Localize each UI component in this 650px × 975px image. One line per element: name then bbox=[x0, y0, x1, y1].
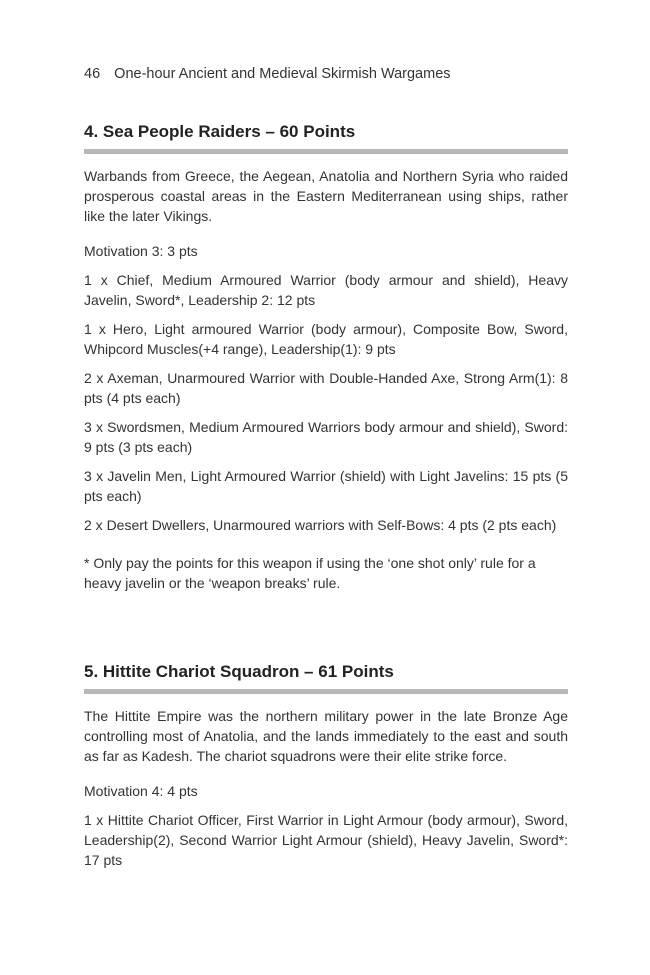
unit-entry: 1 x Hittite Chariot Officer, First Warrior in Light Armour (body armour), Sword, Leadership(2), Second Warrior Light Armour (shield), Heavy Javelin, Sword*: 17 pts bbox=[84, 812, 568, 868]
unit-entry: 3 x Javelin Men, Light Armoured Warrior (shield) with Light Javelins: 15 pts (5 pts each) bbox=[84, 468, 568, 504]
section-title: 4. Sea People Raiders – 60 Points bbox=[84, 122, 356, 141]
title-rule bbox=[84, 689, 568, 694]
unit-entry: 1 x Chief, Medium Armoured Warrior (body armour and shield), Heavy Javelin, Sword*, Leadership 2: 12 pts bbox=[84, 272, 568, 308]
book-title: One-hour Ancient and Medieval Skirmish Wargames bbox=[114, 66, 451, 82]
title-rule bbox=[84, 149, 568, 154]
unit-entry: 2 x Desert Dwellers, Unarmoured warriors with Self-Bows: 4 pts (2 pts each) bbox=[84, 517, 557, 533]
section-title: 5. Hittite Chariot Squadron – 61 Points bbox=[84, 662, 394, 681]
page-number: 46 bbox=[84, 66, 101, 82]
running-header bbox=[84, 66, 451, 82]
unit-entry: 3 x Swordsmen, Medium Armoured Warriors body armour and shield), Sword: 9 pts (3 pts each) bbox=[84, 419, 568, 455]
unit-entry: 2 x Axeman, Unarmoured Warrior with Double-Handed Axe, Strong Arm(1): 8 pts (4 pts each) bbox=[84, 370, 568, 406]
section-sea-people-raiders bbox=[84, 121, 568, 593]
unit-entry: 1 x Hero, Light armoured Warrior (body armour), Composite Bow, Sword, Whipcord Muscles(+4 range), Leadership(1): 9 pts bbox=[84, 321, 568, 357]
motivation-line: Motivation 4: 4 pts bbox=[84, 783, 198, 799]
footnote: * Only pay the points for this weapon if using the ‘one shot only’ rule for a heavy javelin or the ‘weapon breaks’ rule. bbox=[84, 555, 536, 591]
section-intro: Warbands from Greece, the Aegean, Anatolia and Northern Syria who raided prosperous coastal areas in the Eastern Mediterranean using ships, rather like the later Vikings. bbox=[84, 168, 568, 224]
motivation-line: Motivation 3: 3 pts bbox=[84, 243, 198, 259]
section-intro: The Hittite Empire was the northern military power in the late Bronze Age controlling most of Anatolia, and the lands immediately to the east and south as far as Kadesh. The chariot squadrons were their elite strike force. bbox=[84, 708, 568, 764]
section-hittite-chariot-squadron bbox=[84, 661, 568, 870]
